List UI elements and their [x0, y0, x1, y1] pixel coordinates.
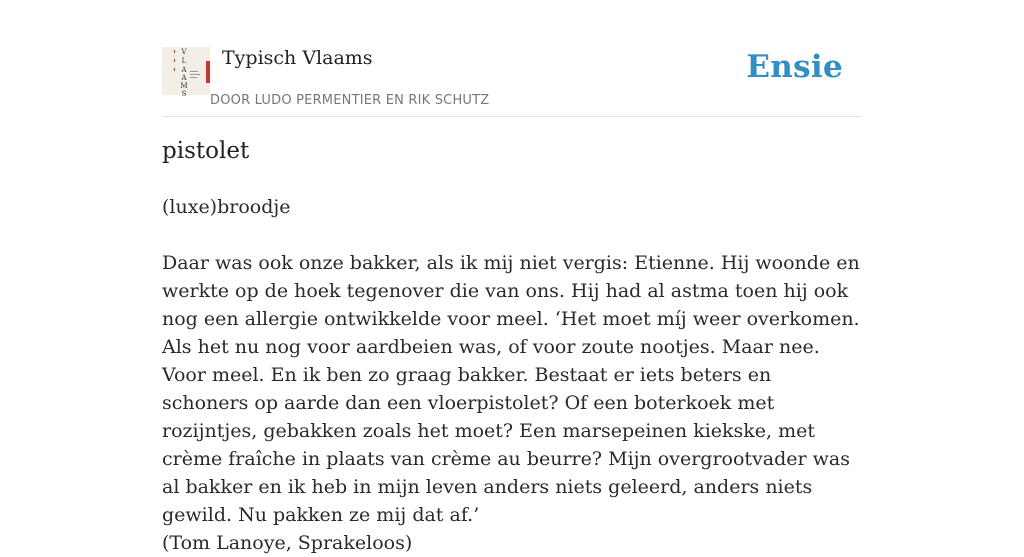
avatar-letter: L: [181, 57, 187, 65]
entry-definition: (luxe)broodje: [162, 196, 291, 218]
avatar-letter: A: [181, 74, 187, 82]
example-quote: Daar was ook onze bakker, als ik mij niet vergis: Etienne. Hij woonde en werkte op de hoek tegenover die van ons. Hij had al astma toen hij ook nog een allergie ontwikkelde voor meel. ‘Het moet míj weer overkomen. Als het nu nog voor aardbeien was, of voor zoute nootjes. Maar nee. Voor meel. En ik ben zo graag bakker. Bestaat er iets beters en schoners op aarde dan een vloerpistolet? Of een boterkoek met rozijntjes, gebakken zoals het moet? Een marsepeinen kiekske, met crème fraîche in plaats van crème au beurre? Mijn overgrootvader was al bakker en ik heb in mijn leven anders niets geleerd, anders niets gewild. Nu pakken ze mij dat af.’: [162, 252, 860, 526]
avatar-letter: V: [181, 48, 187, 56]
ensie-logo[interactable]: Ensie: [746, 49, 843, 85]
entry-term: pistolet: [162, 138, 250, 164]
author-byline: DOOR LUDO PERMENTIER EN RIK SCHUTZ: [210, 93, 490, 108]
avatar-letter: A: [181, 66, 187, 74]
example-source: (Tom Lanoye, Sprakeloos): [162, 532, 413, 554]
book-title[interactable]: Typisch Vlaams: [222, 47, 373, 69]
avatar-letter: S: [181, 90, 187, 98]
book-cover-image: [162, 47, 210, 98]
site-header: [162, 44, 862, 117]
entry-example: [162, 249, 862, 557]
book-cover-avatar[interactable]: [162, 47, 210, 98]
avatar-letter: M: [180, 82, 188, 90]
